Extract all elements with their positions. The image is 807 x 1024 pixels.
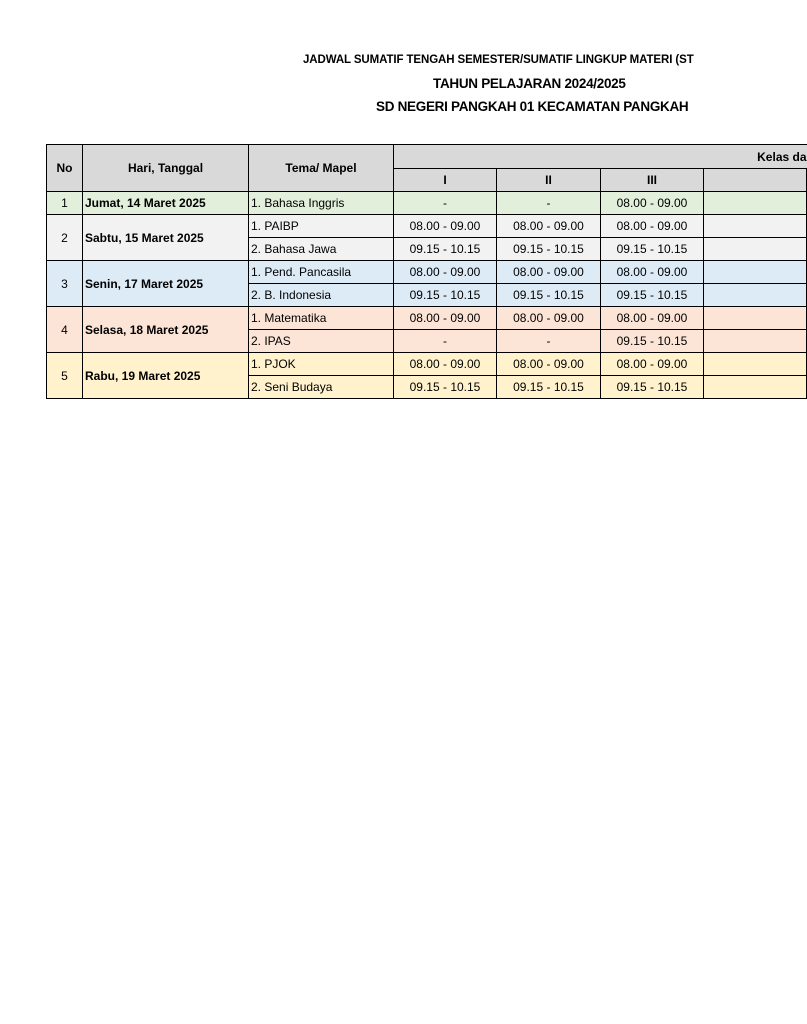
table-row [47,307,807,330]
row-day: Selasa, 18 Maret 2025 [83,307,249,353]
schedule-table [46,144,807,399]
schedule-table-viewport [46,144,807,401]
time-class-4 [704,238,807,261]
time-class-4 [704,215,807,238]
time-class-3: 08.00 - 09.00 [601,261,704,284]
row-no: 3 [47,261,83,307]
time-class-2: 08.00 - 09.00 [497,215,601,238]
table-row [47,261,807,284]
row-subject: 1. Bahasa Inggris [249,192,394,215]
time-class-1: - [394,192,497,215]
time-class-4 [704,353,807,376]
time-class-3: 08.00 - 09.00 [601,353,704,376]
row-day: Rabu, 19 Maret 2025 [83,353,249,399]
time-class-2: 09.15 - 10.15 [497,238,601,261]
row-day: Sabtu, 15 Maret 2025 [83,215,249,261]
time-class-4 [704,284,807,307]
time-class-3: 08.00 - 09.00 [601,307,704,330]
time-class-2: - [497,330,601,353]
time-class-1: 08.00 - 09.00 [394,215,497,238]
row-no: 1 [47,192,83,215]
time-class-2: 09.15 - 10.15 [497,376,601,399]
header-class-3: III [601,169,704,192]
schedule-title: JADWAL SUMATIF TENGAH SEMESTER/SUMATIF LINGKUP MATERI (ST [303,54,694,66]
time-class-1: 09.15 - 10.15 [394,376,497,399]
time-class-2: 08.00 - 09.00 [497,353,601,376]
header-kelas [394,145,807,169]
time-class-1: 08.00 - 09.00 [394,261,497,284]
row-subject: 1. Matematika [249,307,394,330]
time-class-3: 08.00 - 09.00 [601,192,704,215]
time-class-1: 09.15 - 10.15 [394,238,497,261]
academic-year-title: TAHUN PELAJARAN 2024/2025 [433,76,626,91]
row-day: Senin, 17 Maret 2025 [83,261,249,307]
row-subject: 1. PAIBP [249,215,394,238]
time-class-2: - [497,192,601,215]
row-no: 5 [47,353,83,399]
table-row [47,215,807,238]
header-no: No [47,145,83,192]
row-subject: 1. PJOK [249,353,394,376]
time-class-2: 08.00 - 09.00 [497,261,601,284]
time-class-4 [704,307,807,330]
row-subject: 1. Pend. Pancasila [249,261,394,284]
header-class-4 [704,169,807,192]
header-subject: Tema/ Mapel [249,145,394,192]
time-class-3: 09.15 - 10.15 [601,376,704,399]
time-class-2: 08.00 - 09.00 [497,307,601,330]
time-class-4 [704,261,807,284]
time-class-4 [704,330,807,353]
table-row [47,192,807,215]
time-class-2: 09.15 - 10.15 [497,284,601,307]
time-class-1: - [394,330,497,353]
time-class-3: 08.00 - 09.00 [601,215,704,238]
time-class-3: 09.15 - 10.15 [601,330,704,353]
row-no: 4 [47,307,83,353]
time-class-3: 09.15 - 10.15 [601,238,704,261]
time-class-1: 09.15 - 10.15 [394,284,497,307]
header-kelas-label: Kelas da [757,149,807,164]
row-subject: 2. B. Indonesia [249,284,394,307]
time-class-3: 09.15 - 10.15 [601,284,704,307]
time-class-1: 08.00 - 09.00 [394,307,497,330]
time-class-4 [704,192,807,215]
time-class-4 [704,376,807,399]
header-class-2: II [497,169,601,192]
header-day: Hari, Tanggal [83,145,249,192]
row-day: Jumat, 14 Maret 2025 [83,192,249,215]
header-class-1: I [394,169,497,192]
row-subject: 2. Bahasa Jawa [249,238,394,261]
table-row [47,353,807,376]
row-no: 2 [47,215,83,261]
row-subject: 2. Seni Budaya [249,376,394,399]
row-subject: 2. IPAS [249,330,394,353]
time-class-1: 08.00 - 09.00 [394,353,497,376]
school-name-title: SD NEGERI PANGKAH 01 KECAMATAN PANGKAH [376,99,689,114]
